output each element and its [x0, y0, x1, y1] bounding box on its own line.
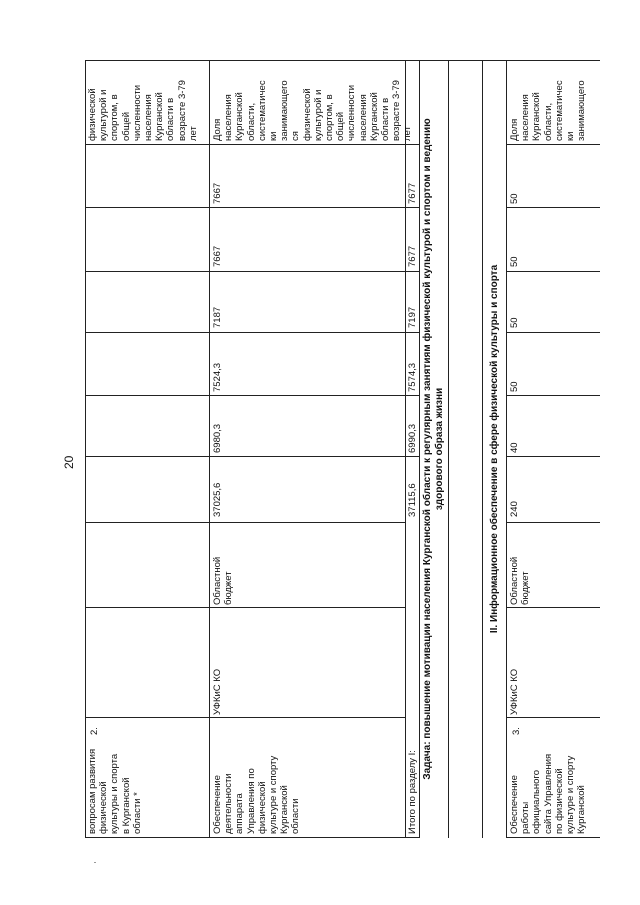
continuation-event-text: вопросам развития физической культуры и спорта в Курганской области * [87, 748, 143, 834]
row-3-value-year2: 50 [509, 381, 520, 392]
row-2-executor: УФКиС КО [212, 668, 223, 715]
column-separator [85, 607, 405, 608]
table-border-top [85, 60, 86, 838]
section-heading: II. Информационное обеспечение в сфере физической культуры и спорта [489, 264, 500, 634]
row-2-indicator: Доля населения Курганской области, систематичес ки занимающего ся физической культурой и спортом, в общей численности населения Курганской области в возрасте 3-79 лет [212, 80, 414, 141]
row-2-source: Областной бюджет [212, 556, 235, 605]
row-2-value-year1: 6980,3 [212, 423, 223, 453]
column-separator [506, 332, 600, 333]
row-2-event: Обеспечение деятельности аппарата Управления по физической культуре и спорту Курганской области [212, 755, 302, 834]
row-3-value-year5: 50 [509, 193, 520, 204]
total-value-year1: 6990,3 [407, 423, 418, 453]
row-3-source: Областной бюджет [509, 556, 532, 605]
table-border-left [506, 837, 600, 838]
column-separator [506, 144, 600, 145]
column-separator [506, 717, 600, 718]
total-label: Итого по разделу I: [407, 750, 418, 834]
row-2-number-label: 2. [89, 727, 100, 735]
row-3-value-total: 240 [509, 501, 520, 517]
row-separator [209, 60, 210, 838]
row-3-executor: УФКиС КО [509, 668, 520, 715]
table-border-left [85, 837, 419, 838]
total-value-year4: 7677 [407, 245, 418, 267]
row-3-event: Обеспечение работы официального сайта Управления по физической культуре и спорту Курганской [509, 753, 588, 834]
row-separator [405, 60, 406, 838]
task-heading: Задача: повышение мотивации населения Курганской области к регулярным занятиям физической культурой и спортом и ведению здорового образа жизни [422, 118, 445, 780]
column-separator [85, 332, 419, 333]
row-separator [448, 60, 449, 838]
column-separator [85, 271, 419, 272]
column-separator [85, 207, 419, 208]
column-separator [85, 717, 405, 718]
table-border-right [85, 60, 600, 61]
column-separator [506, 207, 600, 208]
row-2-value-year3: 7187 [212, 306, 223, 328]
column-separator [85, 522, 405, 523]
row-2-value-year4: 7667 [212, 245, 223, 267]
row-separator [482, 60, 483, 838]
page-number: 20 [62, 455, 76, 469]
column-separator [506, 607, 600, 608]
rotated-table-page [62, 60, 600, 838]
column-separator [506, 456, 600, 457]
column-separator [506, 522, 600, 523]
row-3-value-year4: 50 [509, 256, 520, 267]
column-separator [85, 395, 419, 396]
column-separator [85, 456, 419, 457]
column-separator [85, 144, 419, 145]
total-value-year5: 7677 [407, 182, 418, 204]
row-3-number-label: 3. [511, 727, 522, 735]
row-3-value-year3: 50 [509, 317, 520, 328]
row-3-value-year1: 40 [509, 442, 520, 453]
continuation-indicator-text: физической культурой и спортом, в общей численности населения Курганской области в возрасте 3-79 лет [87, 80, 199, 141]
row-2-value-year2: 7524,3 [212, 362, 223, 392]
row-2-value-total: 37025,6 [212, 482, 223, 517]
row-separator [419, 60, 420, 838]
scan-speck [94, 862, 96, 863]
row-3-indicator: Доля населения Курганской области, систематичес ки занимающего [509, 80, 588, 141]
column-separator [506, 395, 600, 396]
row-2-value-year5: 7667 [212, 182, 223, 204]
total-value-year3: 7197 [407, 306, 418, 328]
total-value-year2: 7574,3 [407, 362, 418, 392]
total-value-total: 37115,6 [407, 483, 418, 517]
column-separator [506, 271, 600, 272]
row-separator [506, 60, 507, 838]
